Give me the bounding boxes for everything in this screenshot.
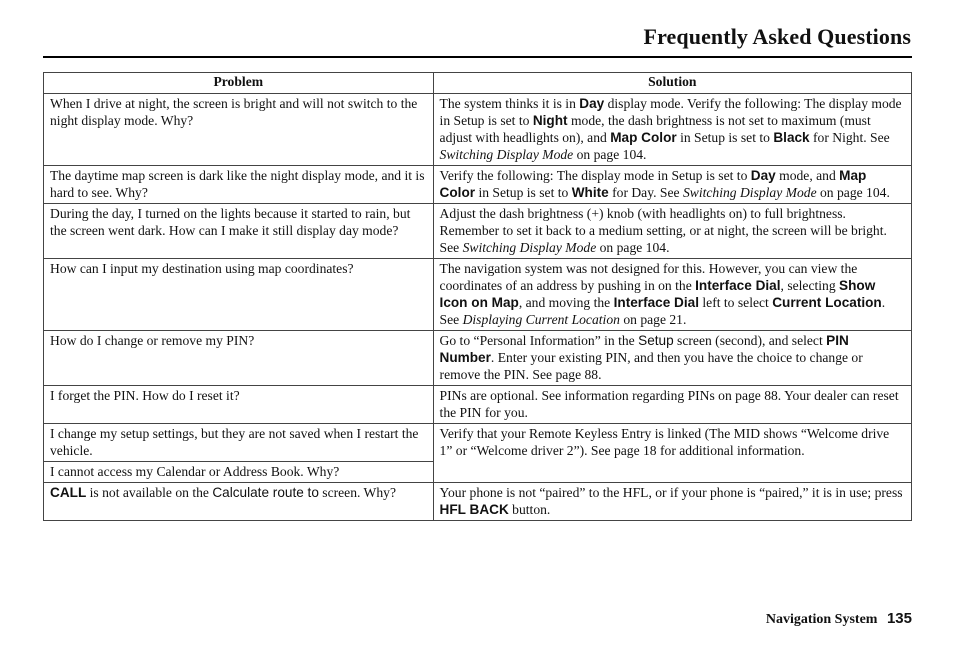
ui-term: Interface Dial: [695, 278, 781, 293]
problem-cell: The daytime map screen is dark like the night display mode, and it is hard to see. Why?: [44, 166, 434, 204]
page-number: 135: [886, 610, 912, 627]
column-header-solution: Solution: [433, 73, 911, 94]
ui-term: Day: [750, 168, 776, 183]
text-run: Go to “Personal Information” in the: [439, 333, 639, 348]
solution-cell: [433, 386, 911, 424]
text-run: The navigation system was not designed for this. However, you can view the coordinates of an address by pushing in on the: [439, 261, 858, 293]
ui-term: Show Icon on Map: [439, 278, 876, 310]
text-run: is not available on the: [86, 485, 213, 500]
ui-term: Black: [773, 130, 810, 145]
column-header-problem: Problem: [44, 73, 434, 94]
ui-term: PIN Number: [439, 333, 849, 365]
table-header-row: [44, 73, 912, 94]
ui-term: CALL: [50, 485, 87, 500]
solution-cell: [433, 166, 911, 204]
text-run: screen. Why?: [318, 485, 397, 500]
problem-cell: I cannot access my Calendar or Address Book. Why?: [44, 462, 434, 483]
ui-term: Map Color: [439, 168, 867, 200]
table-row: [44, 259, 912, 331]
text-run: The system thinks it is in: [439, 96, 580, 111]
text-run: , and moving the: [518, 295, 614, 310]
table-row: [44, 424, 912, 462]
table-row: [44, 166, 912, 204]
problem-cell: During the day, I turned on the lights because it started to rain, but the screen went dark. How can I make it still display day mode?: [44, 204, 434, 259]
text-run: PINs are optional. See information regarding PINs on page 88. Your dealer can reset the PIN for you.: [439, 388, 899, 420]
text-run: . Enter your existing PIN, and then you have the choice to change or remove the PIN. See page 88.: [439, 350, 863, 382]
cross-reference: Switching Display Mode: [682, 185, 817, 200]
problem-cell: [44, 483, 434, 521]
table-row: [44, 483, 912, 521]
problem-cell: How can I input my destination using map coordinates?: [44, 259, 434, 331]
page-title: Frequently Asked Questions: [643, 24, 911, 49]
solution-cell: [433, 259, 911, 331]
solution-cell: [433, 204, 911, 259]
text-run: screen (second), and select: [673, 333, 827, 348]
solution-cell: [433, 424, 911, 483]
ui-term: Interface Dial: [613, 295, 699, 310]
text-run: mode, and: [775, 168, 840, 183]
cross-reference: Switching Display Mode: [462, 240, 597, 255]
ui-term: Calculate route to: [212, 485, 319, 500]
text-run: on page 104.: [596, 240, 670, 255]
text-run: display mode. Verify the following: The display mode in Setup is set to: [439, 96, 902, 128]
text-run: Verify that your Remote Keyless Entry is linked (The MID shows “Welcome drive 1” or “Welcome driver 2”). See page 18 for additional information.: [439, 426, 890, 458]
faq-table: [43, 72, 912, 521]
ui-term: Day: [579, 96, 605, 111]
table-row: [44, 386, 912, 424]
text-run: . See: [439, 295, 886, 327]
ui-term: Setup: [638, 333, 674, 348]
text-run: in Setup is set to: [475, 185, 572, 200]
ui-term: Map Color: [610, 130, 677, 145]
text-run: for Day. See: [608, 185, 683, 200]
text-run: on page 21.: [619, 312, 687, 327]
footer-section-label: Navigation System: [765, 612, 878, 627]
text-run: left to select: [698, 295, 773, 310]
solution-cell: [433, 94, 911, 166]
text-run: for Night. See: [809, 130, 890, 145]
title-rule: [43, 56, 912, 58]
cross-reference: Displaying Current Location: [462, 312, 620, 327]
table-row: [44, 204, 912, 259]
text-run: mode, the dash brightness is not set to maximum (must adjust with headlights on), and: [439, 113, 871, 145]
text-run: on page 104.: [816, 185, 890, 200]
text-run: Your phone is not “paired” to the HFL, or if your phone is “paired,” it is in use; press: [439, 485, 903, 500]
text-run: on page 104.: [573, 147, 647, 162]
problem-cell: How do I change or remove my PIN?: [44, 331, 434, 386]
page-footer: [766, 610, 912, 628]
solution-cell: [433, 483, 911, 521]
table-row: [44, 94, 912, 166]
text-run: button.: [508, 502, 551, 517]
ui-term: Night: [532, 113, 568, 128]
ui-term: White: [571, 185, 609, 200]
text-run: in Setup is set to: [676, 130, 774, 145]
problem-cell: I change my setup settings, but they are not saved when I restart the vehicle.: [44, 424, 434, 462]
ui-term: Current Location: [772, 295, 882, 310]
text-run: Verify the following: The display mode in Setup is set to: [439, 168, 751, 183]
problem-cell: When I drive at night, the screen is bright and will not switch to the night display mode. Why?: [44, 94, 434, 166]
solution-cell: [433, 331, 911, 386]
table-row: [44, 331, 912, 386]
text-run: , selecting: [780, 278, 840, 293]
problem-cell: I forget the PIN. How do I reset it?: [44, 386, 434, 424]
cross-reference: Switching Display Mode: [439, 147, 574, 162]
ui-term: HFL BACK: [439, 502, 509, 517]
text-run: Adjust the dash brightness (+) knob (with headlights on) to full brightness. Remember to set it back to a medium setting, or at night, the screen will be bright. See: [439, 206, 887, 255]
